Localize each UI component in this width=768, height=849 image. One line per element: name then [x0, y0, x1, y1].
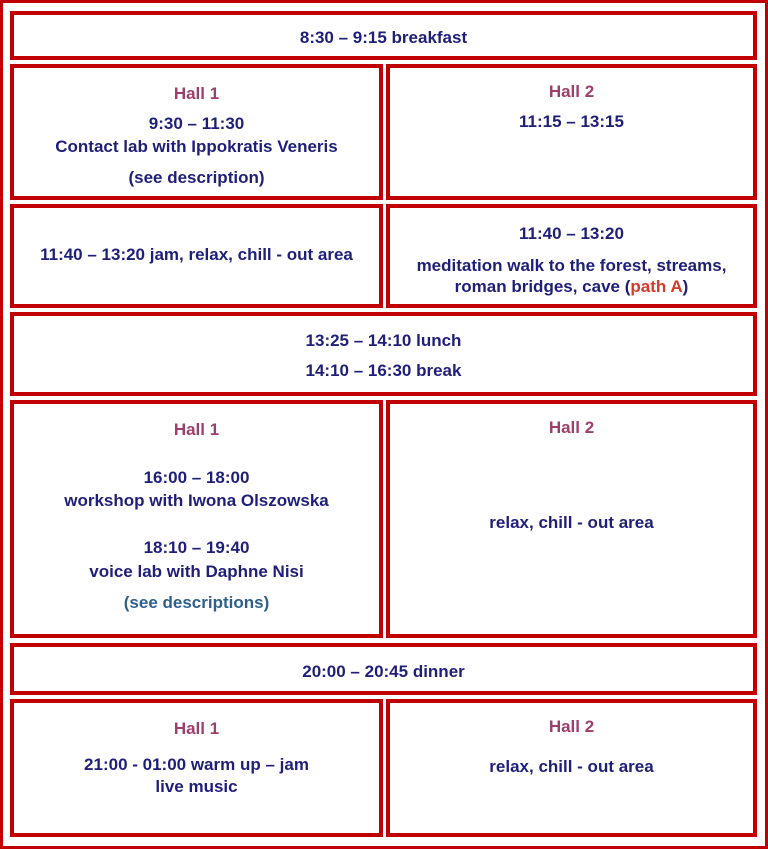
block1-hall2-time: 11:15 – 13:15	[519, 112, 624, 131]
block3-hall1-cell	[10, 400, 383, 638]
block3-hall1-title2: voice lab with Daphne Nisi	[89, 562, 304, 581]
dinner-text: 20:00 – 20:45 dinner	[302, 662, 465, 681]
block1-hall1-note[interactable]: (see description)	[128, 168, 265, 187]
row-breakfast	[10, 11, 757, 60]
block3-hall1-time2: 18:10 – 19:40	[143, 538, 250, 557]
block2-left-text: 11:40 – 13:20 jam, relax, chill - out area	[40, 245, 353, 264]
block1-hall1-time: 9:30 – 11:30	[148, 114, 245, 133]
block2-right-time: 11:40 – 13:20	[519, 224, 624, 243]
row-dinner	[10, 643, 757, 695]
hall1-label: Hall 1	[173, 719, 220, 738]
block2-right-line2-post: )	[682, 277, 689, 296]
block3-hall1-title1: workshop with Iwona Olszowska	[64, 491, 329, 510]
block2-right-line1: meditation walk to the forest, streams,	[416, 256, 727, 275]
block3-hall1-time1: 16:00 – 18:00	[143, 468, 250, 487]
break-text: 14:10 – 16:30 break	[305, 361, 462, 380]
block4-hall1-line2: live music	[155, 777, 238, 796]
hall2-label: Hall 2	[548, 82, 595, 101]
breakfast-text: 8:30 – 9:15 breakfast	[299, 28, 468, 47]
block1-hall1-cell	[10, 64, 383, 200]
lunch-text: 13:25 – 14:10 lunch	[305, 331, 462, 350]
block4-hall1-line1: 21:00 - 01:00 warm up – jam	[84, 755, 309, 774]
block1-hall1-title: Contact lab with Ippokratis Veneris	[55, 137, 338, 156]
block4-hall1-cell	[10, 699, 383, 837]
row-lunch	[10, 312, 757, 396]
path-a-label[interactable]: path A	[630, 277, 683, 296]
block2-right-line2	[390, 276, 753, 297]
block4-hall2-text: relax, chill - out area	[489, 757, 654, 776]
block2-left-cell	[10, 204, 383, 308]
hall1-label: Hall 1	[173, 420, 220, 439]
block2-right-line2-pre: roman bridges, cave (	[454, 277, 631, 296]
block3-hall1-note[interactable]: (see descriptions)	[123, 593, 270, 612]
hall1-label: Hall 1	[173, 84, 220, 103]
block1-hall2-cell	[386, 64, 757, 200]
hall2-label: Hall 2	[548, 418, 595, 437]
block4-hall2-cell	[386, 699, 757, 837]
block3-hall2-cell	[386, 400, 757, 638]
block3-hall2-text: relax, chill - out area	[489, 513, 654, 532]
hall2-label: Hall 2	[548, 717, 595, 736]
block2-right-cell	[386, 204, 757, 308]
